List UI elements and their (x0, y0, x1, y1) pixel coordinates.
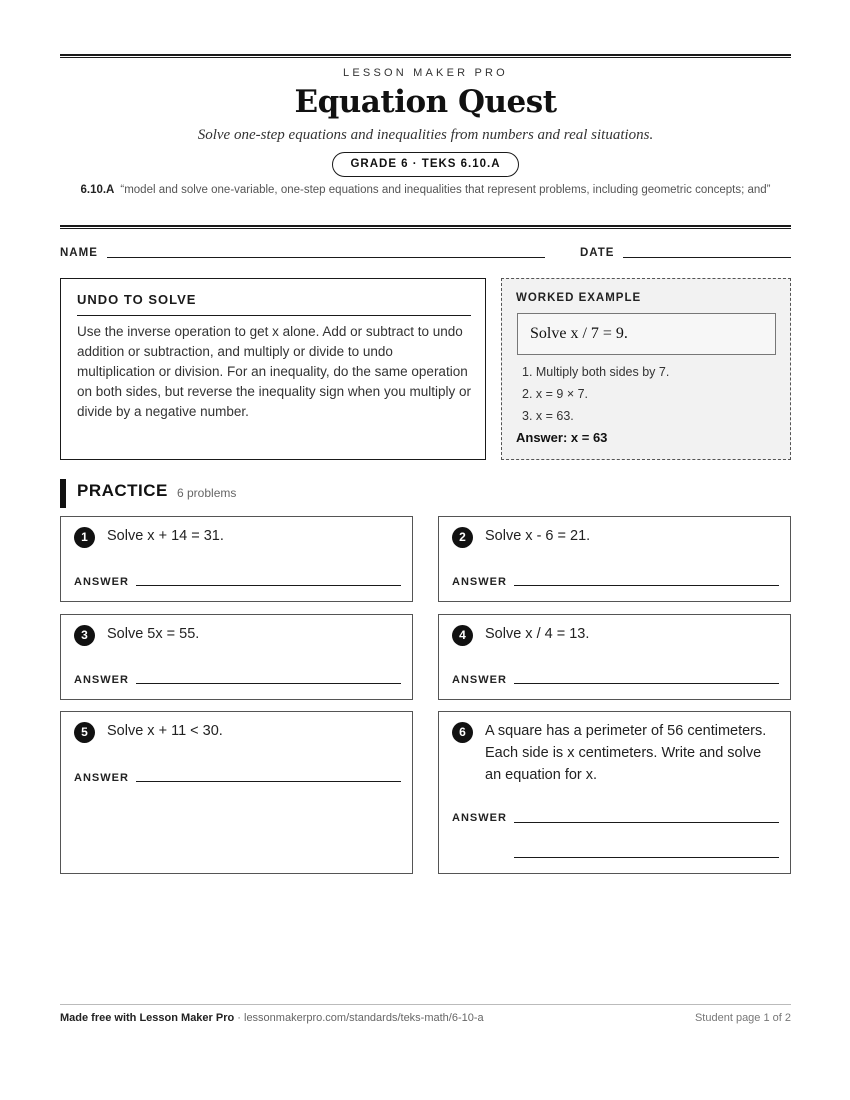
problem-number: 3 (74, 625, 95, 646)
problem-card-3 (60, 614, 413, 700)
example-step: 1. Multiply both sides by 7. (522, 365, 670, 379)
footer-page-number: Student page 1 of 2 (694, 1012, 791, 1024)
problem-text: Solve x - 6 = 21. (485, 528, 591, 544)
problem-number: 6 (452, 722, 473, 743)
footer-url: · lessonmakerpro.com/standards/teks-math/6-10-a (234, 1012, 484, 1024)
standard-description (60, 182, 791, 198)
undo-title: UNDO TO SOLVE (77, 292, 471, 316)
problem-card-4 (438, 614, 791, 700)
problem-card-6 (438, 711, 791, 874)
footer-credit (60, 1012, 484, 1024)
header-top-rule (60, 54, 791, 58)
answer-line[interactable] (136, 781, 401, 782)
example-answer: Answer: x = 63 (516, 430, 608, 445)
problem-text: Solve x + 14 = 31. (107, 528, 224, 544)
practice-count: 6 problems (177, 486, 237, 500)
date-field[interactable] (623, 257, 791, 258)
problem-number: 1 (74, 527, 95, 548)
example-step: 2. x = 9 × 7. (522, 387, 589, 401)
problem-number: 2 (452, 527, 473, 548)
answer-label: ANSWER (452, 674, 507, 686)
worked-example-box (501, 278, 791, 460)
brand-name: LESSON MAKER PRO (343, 67, 508, 79)
name-field[interactable] (107, 257, 545, 258)
practice-title: PRACTICE (77, 481, 168, 500)
answer-line[interactable] (514, 822, 779, 823)
problem-number: 4 (452, 625, 473, 646)
undo-to-solve-box (60, 278, 486, 460)
example-step: 3. x = 63. (522, 409, 574, 423)
problem-number: 5 (74, 722, 95, 743)
example-steps (522, 361, 669, 427)
footer-made-with: Made free with Lesson Maker Pro (60, 1012, 235, 1024)
problem-text: Solve 5x = 55. (107, 626, 200, 642)
page-subtitle: Solve one-step equations and inequalities from numbers and real situations. (197, 127, 654, 143)
problem-card-2 (438, 516, 791, 602)
answer-label: ANSWER (74, 674, 129, 686)
header-bottom-rule (60, 225, 791, 229)
footer-rule (60, 1004, 791, 1005)
standard-text: “model and solve one-variable, one-step equations and inequalities that represent problems, including geometric concepts; and” (120, 184, 771, 196)
problem-text: Solve x / 4 = 13. (485, 626, 590, 642)
answer-label: ANSWER (452, 576, 507, 588)
answer-line[interactable] (514, 585, 779, 586)
answer-line[interactable] (136, 585, 401, 586)
undo-body: Use the inverse operation to get x alone. Add or subtract to undo addition or subtraction, and multiply or divide to undo multiplication or division. For an inequality, do the same operation on both sides, but reverse the inequality sign when you multiply or divide by a negative number. (77, 324, 471, 419)
problem-text: Solve x + 11 < 30. (107, 723, 223, 739)
page-title: Equation Quest (294, 84, 557, 120)
example-title: WORKED EXAMPLE (516, 292, 642, 304)
answer-label: ANSWER (74, 772, 129, 784)
grade-badge: GRADE 6 · TEKS 6.10.A (332, 152, 519, 177)
name-label: NAME (60, 247, 98, 259)
practice-accent-bar (60, 479, 66, 508)
answer-label: ANSWER (452, 812, 507, 824)
worksheet-page (60, 0, 791, 1100)
standard-code: 6.10.A (80, 184, 115, 196)
answer-line-2[interactable] (514, 857, 779, 858)
example-problem: Solve x / 7 = 9. (517, 313, 776, 355)
answer-line[interactable] (514, 683, 779, 684)
date-label: DATE (580, 247, 615, 259)
problem-card-5 (60, 711, 413, 874)
problem-card-1 (60, 516, 413, 602)
answer-line[interactable] (136, 683, 401, 684)
problem-text: A square has a perimeter of 56 centimeters. Each side is x centimeters. Write and solve an equation for x. (485, 723, 767, 783)
answer-label: ANSWER (74, 576, 129, 588)
